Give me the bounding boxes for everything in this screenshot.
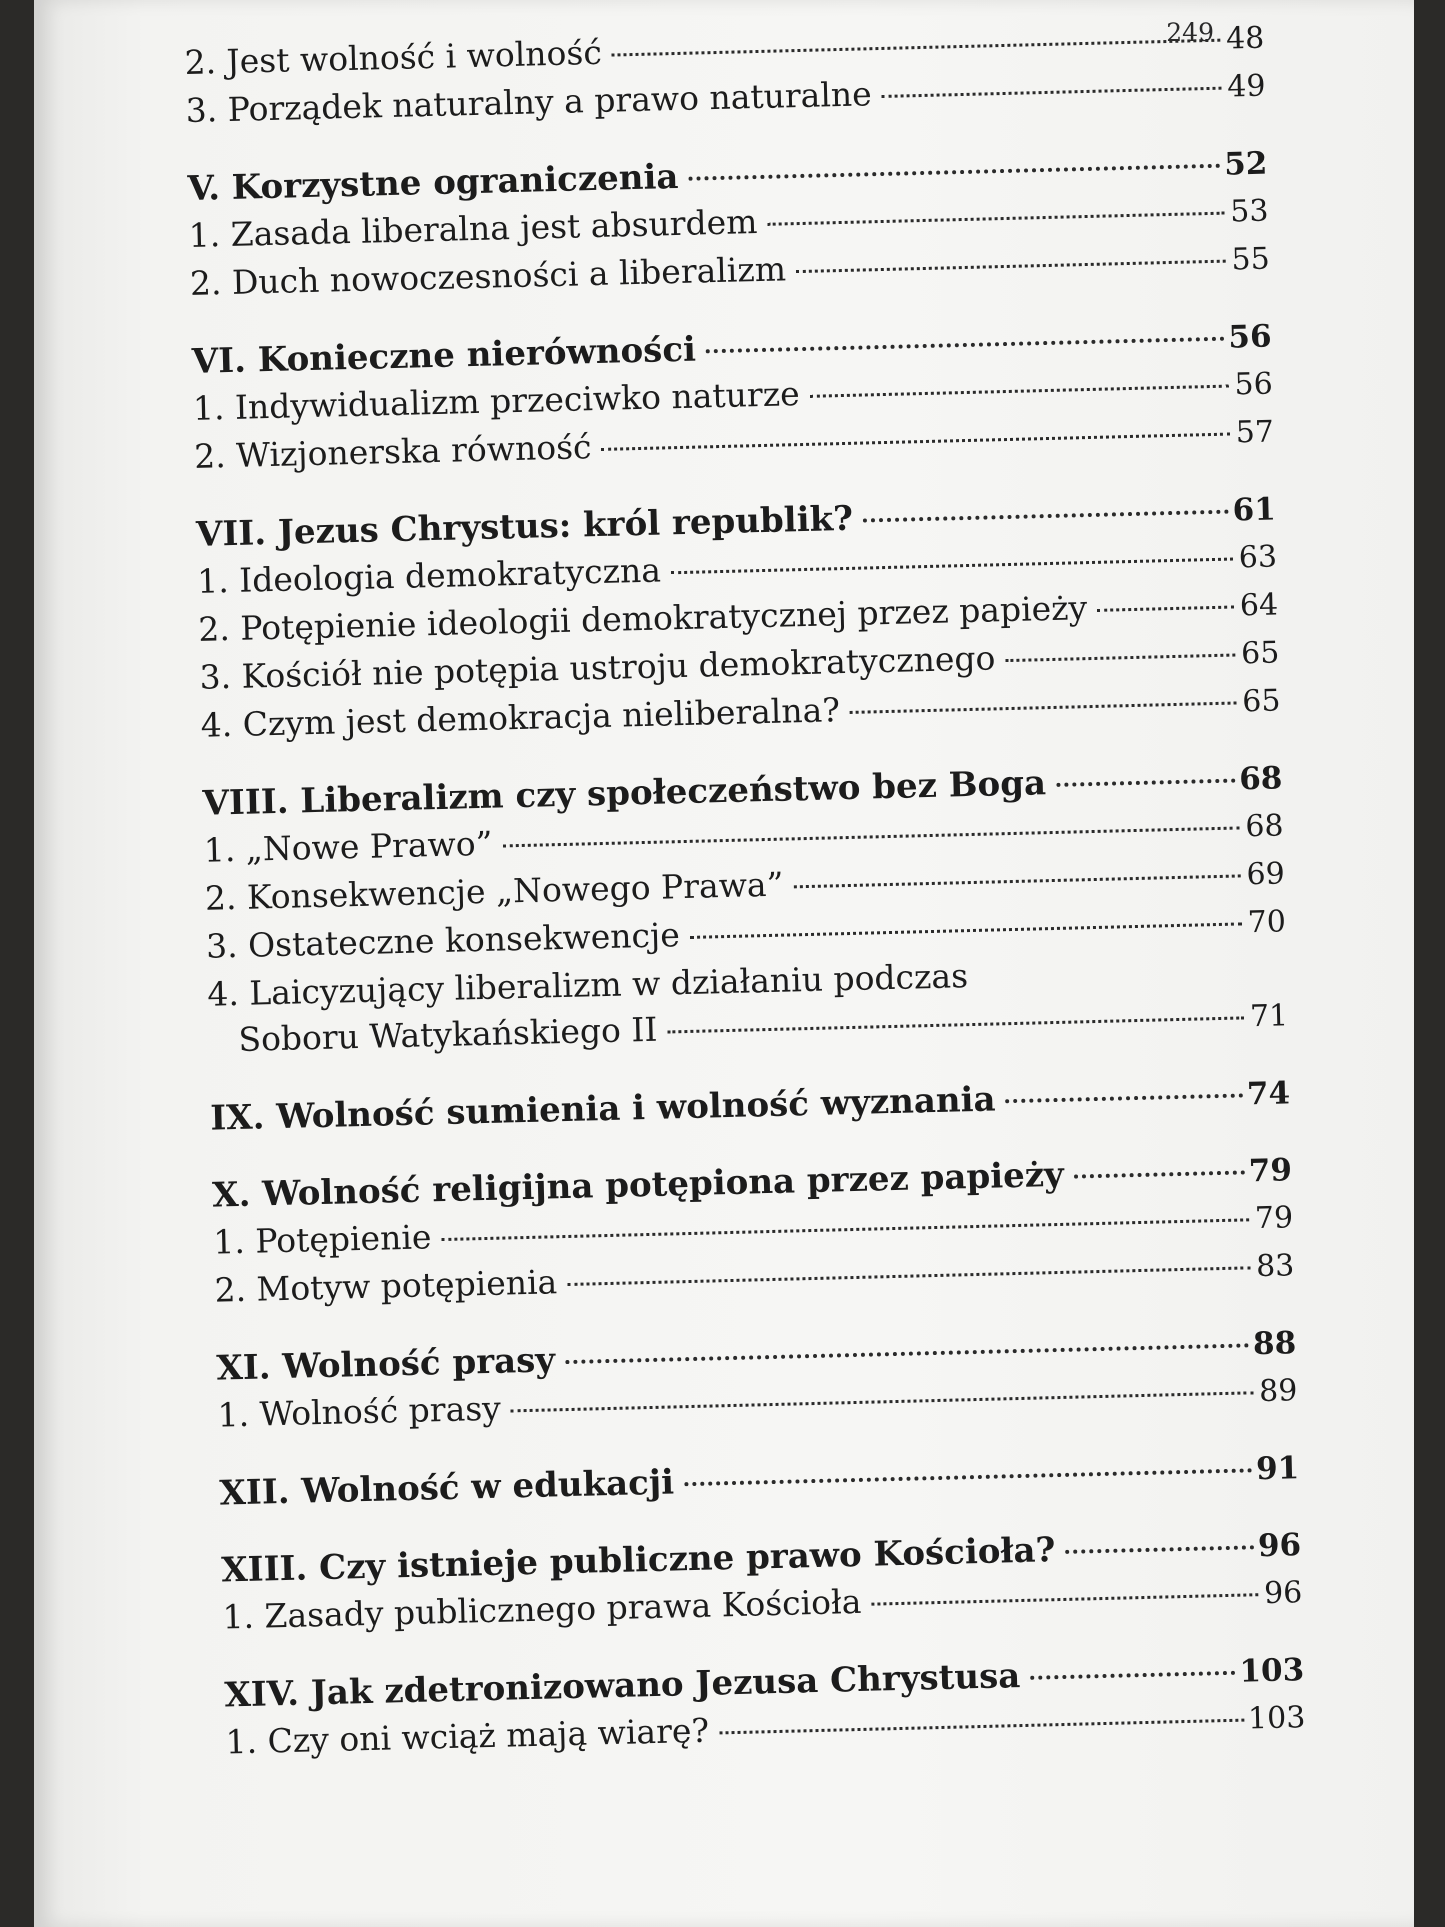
toc-chapter-title: IX. Wolność sumienia i wolność wyznania bbox=[209, 1079, 996, 1139]
dot-leader bbox=[793, 874, 1240, 888]
dot-leader bbox=[1097, 606, 1234, 612]
dot-leader bbox=[684, 1468, 1252, 1486]
toc-entry-page: 83 bbox=[1255, 1248, 1295, 1285]
toc-chapter-title: V. Korzystne ograniczenia bbox=[187, 156, 679, 209]
toc-entry-page: 88 bbox=[1252, 1325, 1297, 1363]
dot-leader bbox=[767, 212, 1224, 226]
toc-entry-label: 2. Wizjonerska równość bbox=[193, 427, 592, 476]
toc-entry-label: 3. Porządek naturalny a prawo naturalne bbox=[185, 74, 873, 130]
toc-chapter bbox=[219, 1444, 1300, 1517]
toc-entry-label: 2. Motyw potępienia bbox=[214, 1262, 558, 1310]
toc-chapter-title: XI. Wolność prasy bbox=[215, 1340, 556, 1389]
toc-entry-page: 96 bbox=[1257, 1527, 1302, 1565]
toc-entry-page: 61 bbox=[1232, 491, 1277, 529]
toc-entry-label: 1. Potępienie bbox=[212, 1217, 432, 1262]
dot-leader bbox=[1065, 1545, 1254, 1554]
toc-chapter bbox=[210, 1069, 1291, 1142]
toc-entry-label: 2. Potępienie ideologii demokratycznej przez papieży bbox=[197, 588, 1088, 649]
toc-entry-label: 1. Wolność prasy bbox=[217, 1388, 502, 1435]
dot-leader bbox=[612, 39, 1221, 57]
toc-entry-page: 53 bbox=[1229, 193, 1269, 230]
toc-entry-page: 71 bbox=[1249, 998, 1289, 1035]
toc-entry-label: 4. Laicyzujący liberalizm w działaniu podczas bbox=[206, 956, 969, 1014]
toc-chapter-title: XIII. Czy istnieje publiczne prawo Kościoła? bbox=[220, 1530, 1056, 1591]
toc-entry-page: 48 bbox=[1225, 20, 1265, 57]
toc-entry-label: 2. Konsekwencje „Nowego Prawa” bbox=[204, 864, 784, 918]
toc-entry-page: 89 bbox=[1258, 1373, 1298, 1410]
dot-leader bbox=[1005, 653, 1235, 662]
dot-leader bbox=[690, 922, 1242, 938]
toc-entry-page: 65 bbox=[1241, 683, 1281, 720]
book-page bbox=[34, 0, 1414, 1927]
toc-entry-page: 63 bbox=[1238, 539, 1278, 576]
dot-leader bbox=[688, 164, 1220, 181]
toc-entry-page: 56 bbox=[1234, 366, 1274, 403]
toc-entry-label: 1. Ideologia demokratyczna bbox=[196, 550, 662, 601]
toc-entry-page: 57 bbox=[1235, 414, 1275, 451]
toc-chapter-title: XIV. Jak zdetronizowano Jezusa Chrystusa bbox=[223, 1656, 1021, 1716]
dot-leader bbox=[871, 1593, 1258, 1605]
dot-leader bbox=[602, 433, 1230, 451]
toc-entry-page: 49 bbox=[1226, 68, 1266, 105]
toc-entry-page: 69 bbox=[1246, 856, 1286, 893]
dot-leader bbox=[1074, 1170, 1245, 1178]
dot-leader bbox=[441, 1218, 1249, 1241]
dot-leader bbox=[502, 826, 1239, 847]
dot-leader bbox=[719, 1719, 1244, 1735]
toc-entry-label: 2. Duch nowoczesności a liberalizm bbox=[189, 249, 787, 303]
toc-entry-page: 65 bbox=[1240, 635, 1280, 672]
dot-leader bbox=[1056, 779, 1235, 787]
toc-entry-page: 79 bbox=[1248, 1152, 1293, 1190]
toc-chapter-title: X. Wolność religijna potępiona przez papieży bbox=[211, 1154, 1065, 1216]
toc-entry-page: 103 bbox=[1239, 1652, 1305, 1690]
dot-leader bbox=[1005, 1093, 1243, 1103]
toc-entry-page: 91 bbox=[1255, 1450, 1300, 1488]
toc-entry-page: 74 bbox=[1246, 1075, 1291, 1113]
toc-entry-page: 52 bbox=[1223, 145, 1268, 183]
toc-entry-page: 103 bbox=[1247, 1700, 1306, 1737]
dot-leader bbox=[796, 260, 1226, 273]
dot-leader bbox=[671, 558, 1233, 575]
toc-entry-label: 1. Czy oni wciąż mają wiarę? bbox=[225, 1710, 710, 1762]
toc-entry-page: 55 bbox=[1231, 241, 1271, 278]
dot-leader bbox=[810, 385, 1229, 398]
toc-entry-label: 1. Zasada liberalna jest absurdem bbox=[188, 202, 758, 255]
toc-entry-page: 96 bbox=[1263, 1575, 1303, 1612]
toc-entry-page: 64 bbox=[1239, 587, 1279, 624]
toc-entry-label: 4. Czym jest demokracja nieliberalna? bbox=[200, 690, 841, 745]
dot-leader bbox=[567, 1266, 1250, 1286]
toc-entry-page: 70 bbox=[1247, 904, 1287, 941]
toc-entry-page: 56 bbox=[1228, 318, 1273, 356]
toc-entry-label: 1. „Nowe Prawo” bbox=[203, 823, 493, 870]
toc-entry-label: 1. Indywidualizm przeciwko naturze bbox=[192, 374, 801, 428]
dot-leader bbox=[511, 1391, 1254, 1412]
dot-leader bbox=[565, 1343, 1249, 1364]
toc-chapter-title: VII. Jezus Chrystus: król republik? bbox=[195, 498, 854, 555]
toc-chapter-title: VI. Konieczne nierówności bbox=[191, 329, 697, 382]
toc-entry-label-continuation: Soboru Watykańskiego II bbox=[237, 1009, 658, 1059]
dot-leader bbox=[882, 87, 1222, 98]
toc-entry-page: 68 bbox=[1238, 760, 1283, 798]
toc-entry-page: 68 bbox=[1244, 808, 1284, 845]
dot-leader bbox=[667, 1016, 1244, 1033]
toc-entry-page: 79 bbox=[1254, 1200, 1294, 1237]
toc-chapter-title: VIII. Liberalizm czy społeczeństwo bez Boga bbox=[202, 763, 1047, 824]
toc-entry-label: 1. Zasady publicznego prawa Kościoła bbox=[222, 1581, 862, 1637]
toc-chapter-title: XII. Wolność w edukacji bbox=[219, 1462, 675, 1514]
dot-leader bbox=[863, 510, 1229, 523]
dot-leader bbox=[1030, 1671, 1235, 1680]
dot-leader bbox=[706, 337, 1225, 354]
table-of-contents bbox=[184, 14, 1306, 1768]
toc-entry-label: 3. Kościół nie potępia ustroju demokratycznego bbox=[199, 638, 996, 697]
page-number: 249 bbox=[1166, 18, 1214, 47]
dot-leader bbox=[850, 701, 1237, 713]
toc-entry-label: 3. Ostateczne konsekwencje bbox=[205, 915, 681, 966]
toc-entry-label: 2. Jest wolność i wolność bbox=[184, 32, 603, 82]
